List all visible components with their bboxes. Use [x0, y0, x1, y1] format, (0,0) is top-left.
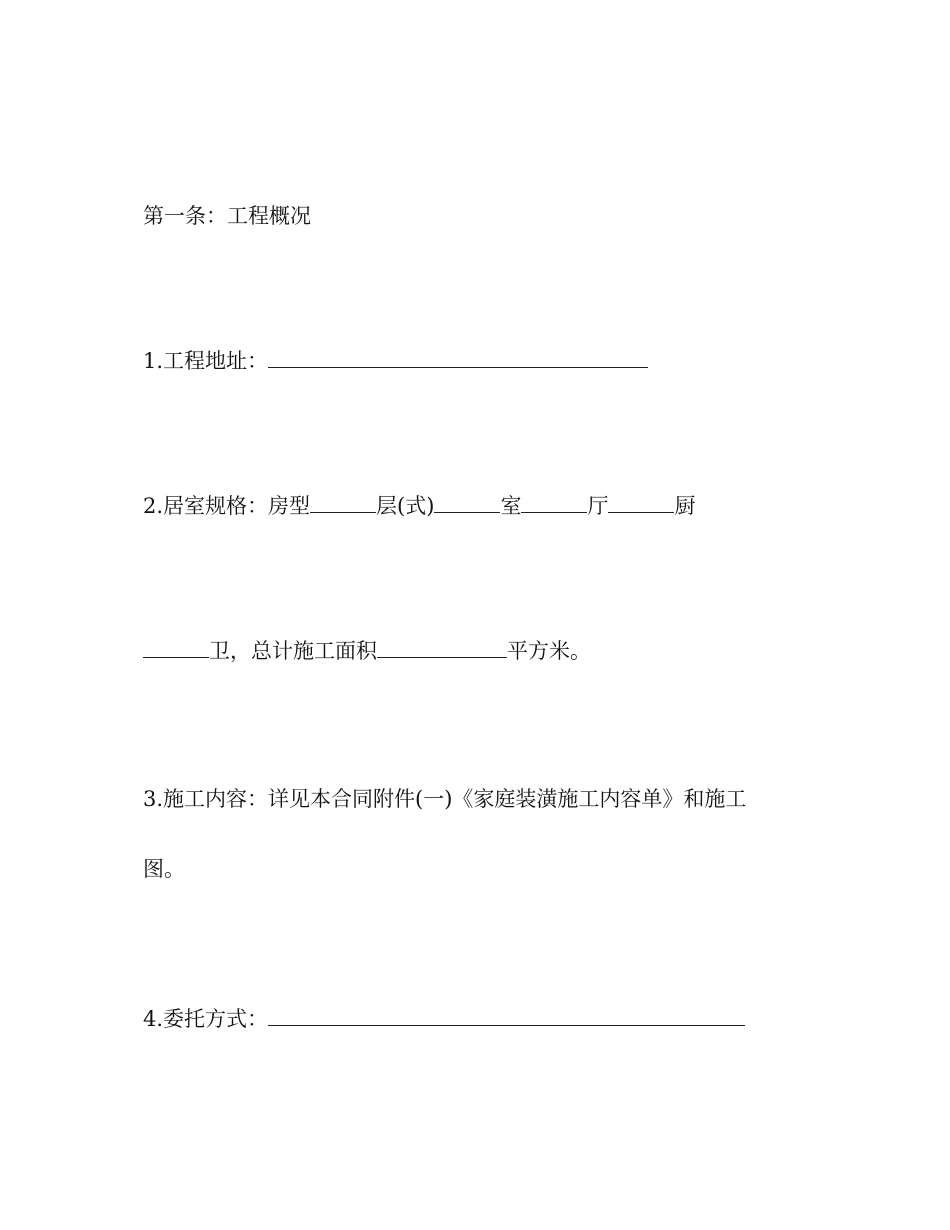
commission-method-blank[interactable]: [268, 1005, 745, 1026]
item-construction-content-cont: [143, 855, 185, 883]
project-address-blank[interactable]: [268, 347, 648, 368]
kitchen-label: 厨: [674, 494, 696, 518]
kitchen-count-blank[interactable]: [143, 637, 209, 658]
item-commission-method: [143, 1005, 745, 1033]
floor-count-blank[interactable]: [434, 492, 500, 513]
hall-label: 厅: [587, 494, 609, 518]
item-project-address: [143, 347, 648, 375]
section-heading: [143, 202, 311, 230]
construction-content-continuation: 图。: [143, 857, 185, 881]
project-address-label: 1.工程地址：: [143, 349, 269, 373]
bath-area-label: 卫，总计施工面积: [209, 639, 377, 663]
construction-content-text: 3.施工内容：详见本合同附件(一)《家庭装潢施工内容单》和施工: [143, 787, 747, 811]
item-construction-content: [143, 785, 746, 813]
item-room-spec: [143, 492, 695, 520]
room-count-blank[interactable]: [521, 492, 587, 513]
commission-method-label: 4.委托方式：: [143, 1007, 269, 1031]
room-label: 室: [500, 494, 522, 518]
section-heading-text: 第一条：工程概况: [143, 204, 311, 228]
floor-style-label: 层(式): [376, 494, 435, 518]
room-spec-label: 2.居室规格：房型: [143, 494, 311, 518]
area-unit-label: 平方米。: [507, 639, 591, 663]
total-area-blank[interactable]: [377, 637, 507, 658]
hall-count-blank[interactable]: [608, 492, 674, 513]
house-type-blank[interactable]: [310, 492, 376, 513]
item-room-spec-cont: [143, 637, 591, 665]
